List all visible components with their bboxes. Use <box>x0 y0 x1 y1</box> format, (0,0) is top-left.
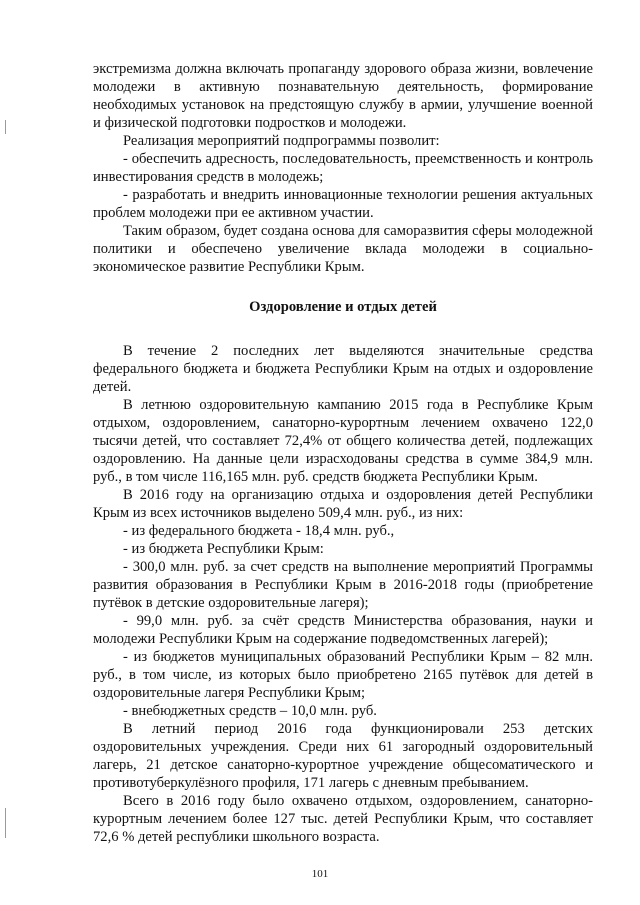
paragraph: Реализация мероприятий подпрограммы позволит: <box>123 133 440 149</box>
left-margin-mark <box>5 120 6 134</box>
list-item: - из федерального бюджета - 18,4 млн. руб., <box>123 523 395 539</box>
paragraph: Таким образом, будет создана основа для саморазвития сферы молодежной политики и обеспечено увеличение вклада молодежи в социально-экономическое развитие Республики Крым. <box>93 223 593 275</box>
list-item: - из бюджетов муниципальных образований Республики Крым – 82 млн. руб., в том числе, из которых было приобретено 2165 путёвок для детей в оздоровительные лагеря Республики Крым; <box>93 649 593 701</box>
section-before <box>93 60 593 276</box>
section-heading: Оздоровление и отдых детей <box>249 299 437 315</box>
paragraph: В течение 2 последних лет выделяются значительные средства федерального бюджета и бюджета Республики Крым на отдых и оздоровление детей. <box>93 343 593 395</box>
section-after <box>93 342 593 846</box>
paragraph: В 2016 году на организацию отдыха и оздоровления детей Республики Крым из всех источников выделено 509,4 млн. руб., из них: <box>93 487 593 521</box>
paragraph: Всего в 2016 году было охвачено отдыхом, оздоровлением, санаторно-курортным лечением более 127 тыс. детей Республики Крым, что составляет 72,6 % детей республики школьного возраста. <box>93 793 593 845</box>
page-number: 101 <box>311 868 329 880</box>
list-item: - 99,0 млн. руб. за счёт средств Министерства образования, науки и молодежи Республики Крым на содержание подведомственных лагерей); <box>93 613 593 647</box>
document-page <box>93 60 593 846</box>
list-item: - обеспечить адресность, последовательность, преемственность и контроль инвестирования средств в молодежь; <box>93 151 593 185</box>
paragraph: В летний период 2016 года функционировали 253 детских оздоровительных учреждения. Среди них 61 загородный оздоровительный лагерь, 21 детское санаторно-курортное учреждение общесоматического и противотуберкулёзного профиля, 171 лагерь с дневным пребыванием. <box>93 721 593 791</box>
left-margin-mark <box>5 808 6 838</box>
list-item: - разработать и внедрить инновационные технологии решения актуальных проблем молодежи при ее активном участии. <box>93 187 593 221</box>
list-item: - 300,0 млн. руб. за счет средств на выполнение мероприятий Программы развития образования в Республики Крым в 2016-2018 годы (приобретение путёвок в детские оздоровительные лагеря); <box>93 559 593 611</box>
paragraph: экстремизма должна включать пропаганду здорового образа жизни, вовлечение молодежи в активную познавательную деятельность, формирование необходимых установок на предстоящую службу в армии, улучшение военной и физической подготовки подростков и молодежи. <box>93 61 593 131</box>
list-item: - внебюджетных средств – 10,0 млн. руб. <box>123 703 377 719</box>
list-item: - из бюджета Республики Крым: <box>123 541 324 557</box>
paragraph: В летнюю оздоровительную кампанию 2015 года в Республике Крым отдыхом, оздоровлением, санаторно-курортным лечением охвачено 122,0 тысячи детей, что составляет 72,4% от общего количества детей, подлежащих оздоровлению. На данные цели израсходованы средства в сумме 384,9 млн. руб., в том числе 116,165 млн. руб. средств бюджета Республики Крым. <box>93 397 593 485</box>
